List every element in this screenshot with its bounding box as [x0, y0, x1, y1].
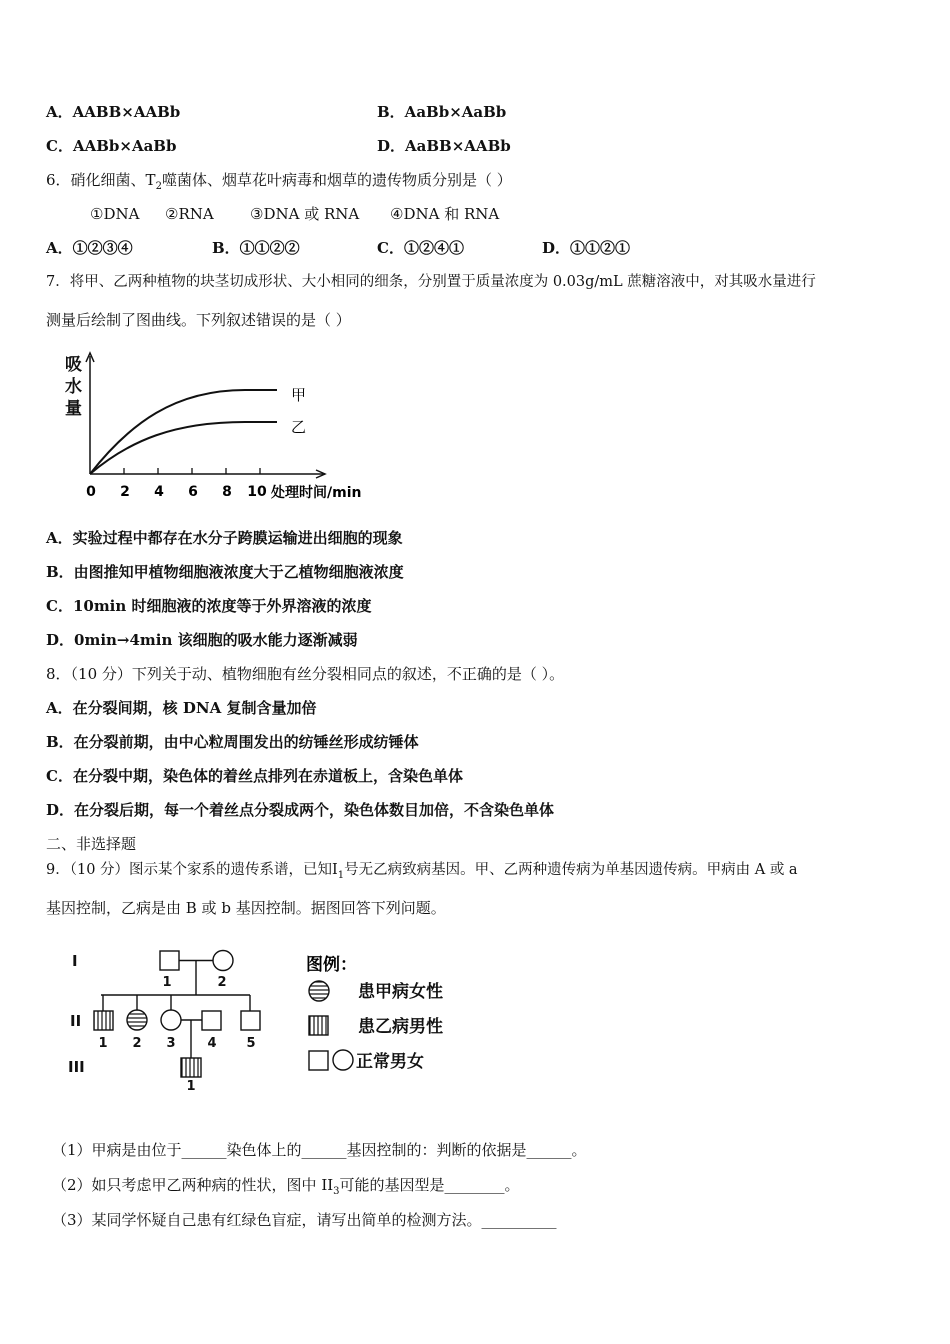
q8-option-b: B．在分裂前期，由中心粒周围发出的纺锤丝形成纺锤体 [46, 733, 419, 751]
q6-option-c: C．①②④① [377, 239, 464, 257]
pedigree-chart [60, 940, 480, 1090]
pedigree-num: 5 [246, 1036, 256, 1051]
II4-normal-male [202, 1011, 221, 1030]
II1-affected-yi-male [94, 1011, 113, 1030]
chart-tick-label: 2 [120, 484, 130, 500]
q7-option-d: D．0min→4min 该细胞的吸水能力逐渐减弱 [46, 631, 358, 649]
gen-label-2: II [70, 1012, 82, 1030]
chart-tick-label: 10 [247, 484, 267, 500]
chart-xlabel: 处理时间/min [271, 485, 362, 501]
II2-affected-jia-female [127, 1010, 147, 1030]
q8-stem: 8．（10 分）下列关于动、植物细胞有丝分裂相同点的叙述，不正确的是（ ）。 [46, 665, 565, 683]
pedigree-num: 2 [217, 975, 227, 990]
chart-ylabel-3: 量 [65, 399, 82, 419]
q8-option-c: C．在分裂中期，染色体的着丝点排列在赤道板上，含染色单体 [46, 767, 463, 785]
section-heading: 二、非选择题 [46, 835, 137, 853]
pedigree-num: 1 [162, 975, 172, 990]
q9-stem-line2: 基因控制，乙病是由 B 或 b 基因控制。据图回答下列问题。 [46, 899, 446, 917]
q5-option-b: B．AaBb×AaBb [377, 103, 507, 121]
legend-yi-male-symbol [309, 1016, 328, 1035]
q8-option-d: D．在分裂后期，每一个着丝点分裂成两个，染色体数目加倍，不含染色单体 [46, 801, 555, 819]
q9-stem-line1: 9．（10 分）图示某个家系的遗传系谱，已知$Ⅰ_1$号无乙病致病基因。甲、乙两种遗传病为单基因遗传病。甲病由 A 或 a [46, 862, 798, 881]
chart-tick-label: 4 [154, 484, 164, 500]
q5-option-a: A．AABB×AABb [46, 103, 181, 121]
chart-line-yi [90, 422, 277, 474]
q9-sub2: （2）如只考虑甲乙两种病的性状，图中 $II_3$可能的基因型是________。 [52, 1176, 520, 1197]
III1-affected-yi-male [181, 1058, 201, 1077]
q7-stem-line1: 7．将甲、乙两种植物的块茎切成形状、大小相同的细条，分别置于质量浓度为 0.03g/mL 蔗糖溶液中，对其吸水量进行 [46, 274, 816, 290]
legend-label-jia: 患甲病女性 [358, 982, 443, 1002]
q7-option-a: A．实验过程中都存在水分子跨膜运输进出细胞的现象 [46, 529, 403, 547]
q6-option-b: B．①①②② [212, 239, 300, 257]
q6-item-1: ①DNA [90, 205, 140, 223]
chart-series-label-jia: 甲 [291, 386, 307, 404]
legend-normal-male-symbol [309, 1051, 328, 1070]
q8-option-a: A．在分裂间期，核 DNA 复制含量加倍 [46, 699, 317, 717]
q9-sub1: （1）甲病是由位于______染色体上的______基因控制的：判断的依据是______。 [52, 1141, 587, 1159]
pedigree-num: 2 [132, 1036, 142, 1051]
legend-title: 图例： [306, 955, 357, 975]
pedigree-num: 1 [98, 1036, 108, 1051]
q6-option-d: D．①①②① [542, 239, 631, 257]
legend-jia-female-symbol [309, 981, 329, 1001]
q7-option-b: B．由图推知甲植物细胞液浓度大于乙植物细胞液浓度 [46, 563, 404, 581]
chart-tick-label: 6 [188, 484, 198, 500]
II3-normal-female [161, 1010, 181, 1030]
q9-sub3: （3）某同学怀疑自己患有红绿色盲症，请写出简单的检测方法。__________ [52, 1211, 557, 1229]
chart-series-label-yi: 乙 [291, 418, 307, 436]
q6-item-4: ④DNA 和 RNA [390, 205, 500, 223]
I1-normal-male [160, 951, 179, 970]
gen-label-3: III [68, 1058, 85, 1076]
pedigree-num: 3 [166, 1036, 176, 1051]
q6-item-2: ②RNA [165, 205, 214, 223]
water-absorption-chart [55, 348, 385, 508]
q6-stem: 6．硝化细菌、$T_2$噬菌体、烟草花叶病毒和烟草的遗传物质分别是（ ） [46, 171, 512, 192]
pedigree-num: 4 [207, 1036, 217, 1051]
chart-ylabel-2: 水 [65, 377, 82, 397]
legend-label-normal: 正常男女 [356, 1052, 424, 1072]
q5-option-d: D．AaBB×AABb [377, 137, 511, 155]
q6-option-a: A．①②③④ [46, 239, 133, 257]
q7-option-c: C．10min 时细胞液的浓度等于外界溶液的浓度 [46, 597, 372, 615]
gen-label-1: I [72, 952, 78, 970]
legend-normal-female-symbol [333, 1050, 353, 1070]
legend-label-yi: 患乙病男性 [358, 1017, 443, 1037]
q6-item-3: ③DNA 或 RNA [250, 205, 360, 223]
chart-line-jia [90, 390, 277, 474]
q7-stem-line2: 测量后绘制了图曲线。下列叙述错误的是（ ） [46, 311, 351, 329]
pedigree-num: 1 [186, 1079, 196, 1090]
q5-option-c: C．AABb×AaBb [46, 137, 177, 155]
chart-ylabel-1: 吸 [65, 355, 82, 375]
I2-normal-female [213, 951, 233, 971]
chart-tick-label: 0 [86, 484, 96, 500]
chart-tick-label: 8 [222, 484, 232, 500]
II5-normal-male [241, 1011, 260, 1030]
